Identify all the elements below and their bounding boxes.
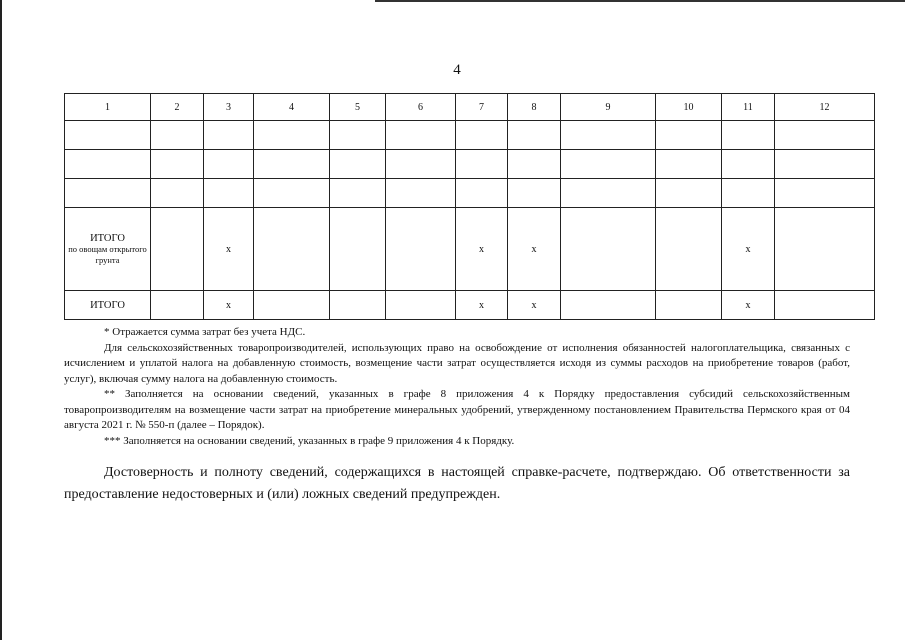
table-cell — [508, 121, 561, 150]
table-cell — [151, 121, 204, 150]
page-number: 4 — [453, 62, 461, 78]
not-applicable-mark: x — [722, 208, 775, 291]
table-cell — [456, 150, 508, 179]
table-cell — [656, 121, 722, 150]
table-cell — [151, 291, 204, 320]
not-applicable-mark: x — [456, 208, 508, 291]
column-number-2: 2 — [151, 94, 204, 121]
column-number-4: 4 — [254, 94, 330, 121]
table-cell — [456, 121, 508, 150]
table-cell — [254, 179, 330, 208]
total-sublabel: по овощам открытого грунта — [68, 244, 147, 265]
table-cell — [65, 150, 151, 179]
total-label: ИТОГО — [90, 299, 125, 311]
table-cell — [561, 150, 656, 179]
footnote-column-9: *** Заполняется на основании сведений, указанных в графе 9 приложения 4 к Порядку. — [104, 434, 515, 447]
table-cell — [456, 179, 508, 208]
confirmation-text: Достоверность и полноту сведений, содержащихся в настоящей справке-расчете, подтверждаю. Об ответственности за предоставление недостоверных и (или) ложных сведений предупрежден. — [64, 465, 850, 502]
table-row — [65, 179, 875, 208]
table-cell — [65, 179, 151, 208]
table-row — [65, 150, 875, 179]
not-applicable-mark: x — [508, 208, 561, 291]
not-applicable-mark: x — [508, 291, 561, 320]
table-cell — [386, 208, 456, 291]
column-number-5: 5 — [330, 94, 386, 121]
table-cell — [561, 179, 656, 208]
table-cell — [330, 121, 386, 150]
table-cell — [386, 179, 456, 208]
column-number-3: 3 — [204, 94, 254, 121]
table-cell — [775, 208, 875, 291]
table-cell — [561, 121, 656, 150]
table-cell — [561, 208, 656, 291]
total-row — [65, 291, 875, 320]
footnote-vat: * Отражается сумма затрат без учета НДС. — [104, 326, 306, 338]
table-cell — [775, 121, 875, 150]
not-applicable-mark: x — [456, 291, 508, 320]
table-cell — [722, 179, 775, 208]
table-cell — [775, 179, 875, 208]
table-cell — [656, 150, 722, 179]
table-row — [65, 121, 875, 150]
table-cell — [204, 179, 254, 208]
table-cell — [151, 179, 204, 208]
scan-left-edge — [0, 0, 2, 640]
column-number-10: 10 — [656, 94, 722, 121]
header-row — [65, 94, 875, 121]
total-label: ИТОГО — [90, 233, 125, 244]
table-cell — [204, 121, 254, 150]
column-number-6: 6 — [386, 94, 456, 121]
table-cell — [254, 121, 330, 150]
table-cell — [386, 121, 456, 150]
not-applicable-mark: x — [204, 208, 254, 291]
table-cell — [656, 208, 722, 291]
table-cell — [775, 291, 875, 320]
table-cell — [656, 291, 722, 320]
not-applicable-mark: x — [722, 291, 775, 320]
table-cell — [330, 208, 386, 291]
total-label-cell — [65, 208, 151, 291]
table-cell — [65, 121, 151, 150]
table-cell — [204, 150, 254, 179]
table-cell — [508, 150, 561, 179]
table-cell — [254, 208, 330, 291]
table-cell — [722, 121, 775, 150]
footnote-vat-exemption: Для сельскохозяйственных товаропроизводителей, использующих право на освобождение от исполнения обязанностей налогоплательщика, связанных с исчислением и уплатой налога на добавленную стоимость, возмещение части затрат осуществляется исходя из суммы расходов на приобретение товаров (работ, услуг), включая сумму налога на добавленную стоимость. — [64, 341, 850, 385]
total-row — [65, 208, 875, 291]
table-cell — [386, 291, 456, 320]
column-number-1: 1 — [65, 94, 151, 121]
table-cell — [656, 179, 722, 208]
footnotes — [64, 325, 850, 449]
table-cell — [254, 150, 330, 179]
table-cell — [330, 179, 386, 208]
table-cell — [151, 150, 204, 179]
table-cell — [561, 291, 656, 320]
table-cell — [151, 208, 204, 291]
table-cell — [722, 150, 775, 179]
table-cell — [330, 291, 386, 320]
column-number-9: 9 — [561, 94, 656, 121]
table-cell — [775, 150, 875, 179]
scan-top-edge — [375, 0, 905, 2]
column-number-7: 7 — [456, 94, 508, 121]
calculation-table — [64, 93, 875, 320]
not-applicable-mark: x — [204, 291, 254, 320]
total-label-cell — [65, 291, 151, 320]
table-cell — [330, 150, 386, 179]
column-number-8: 8 — [508, 94, 561, 121]
column-number-11: 11 — [722, 94, 775, 121]
table-cell — [508, 179, 561, 208]
table-cell — [386, 150, 456, 179]
footnote-column-8: ** Заполняется на основании сведений, указанных в графе 8 приложения 4 к Порядку предоставления субсидий сельскохозяйственным товаропроизводителям на возмещение части затрат на приобретение минеральных удобрений, утвержденному постановлением Правительства Пермского края от 04 августа 2021 г. № 550-п (далее – Порядок). — [64, 388, 850, 431]
confirmation-statement — [64, 462, 850, 506]
column-number-12: 12 — [775, 94, 875, 121]
table-cell — [254, 291, 330, 320]
